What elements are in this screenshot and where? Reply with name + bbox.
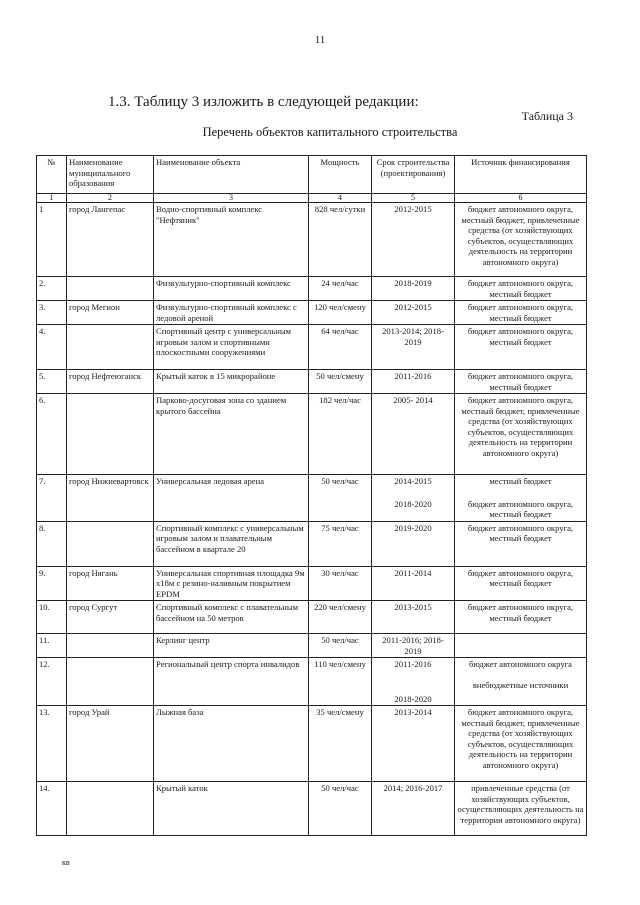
row-capacity: 75 чел/час [309, 521, 372, 566]
row-term [372, 475, 455, 522]
row-object: Физкультурно-спортивный комплекс [154, 277, 309, 301]
row-number: 5. [37, 370, 67, 394]
table-header-row [37, 156, 587, 194]
table-row [37, 370, 587, 394]
row-term: 2013-2014 [372, 706, 455, 782]
row-term: 2013-2015 [372, 601, 455, 634]
row-source: бюджет автономного округа, местный бюджет [455, 325, 587, 370]
row-municipality: город Нягань [67, 566, 154, 601]
row-number: 1 [37, 203, 67, 277]
row-source: бюджет автономного округа, местный бюджет, привлеченные средства (от хозяйствующих субъектов, осуществляющих деятельность на территории автономного округа) [455, 706, 587, 782]
table-row [37, 203, 587, 277]
row-object: Физкультурно-спортивный комплекс с ледовой ареной [154, 301, 309, 325]
table-row [37, 566, 587, 601]
row-term-second: 2018-2020 [394, 693, 432, 704]
row-term: 2012-2015 [372, 203, 455, 277]
row-number: 11. [37, 634, 67, 658]
row-source-second: внебюджетные источники [472, 679, 569, 690]
row-source: бюджет автономного округа, местный бюджет [455, 601, 587, 634]
row-source: бюджет автономного округа, местный бюджет [455, 370, 587, 394]
table-row [37, 521, 587, 566]
table-row [37, 475, 587, 522]
row-object: Лыжная база [154, 706, 309, 782]
table-row [37, 782, 587, 836]
row-number: 3. [37, 301, 67, 325]
row-source: привлеченные средства (от хозяйствующих субъектов, осуществляющих деятельность на территории автономного округа) [455, 782, 587, 836]
row-object: Водно-спортивный комплекс "Нефтяник" [154, 203, 309, 277]
table-row [37, 301, 587, 325]
table-label: Таблица 3 [521, 109, 573, 123]
row-object: Универсальная ледовая арена [154, 475, 309, 522]
row-number: 4. [37, 325, 67, 370]
row-term: 2018-2019 [372, 277, 455, 301]
row-object: Крытый каток [154, 782, 309, 836]
col-number: 2 [67, 194, 154, 203]
table-title: Перечень объектов капитального строительства [202, 125, 458, 139]
row-object: Спортивный комплекс с универсальным игровым залом и плавательным бассейном в квартале 20 [154, 521, 309, 566]
header-capacity: Мощность [309, 156, 372, 194]
row-term: 2019-2020 [372, 521, 455, 566]
col-number: 1 [37, 194, 67, 203]
row-capacity: 30 чел/час [309, 566, 372, 601]
header-municipality: Наименование муниципального образования [67, 156, 154, 194]
row-municipality [67, 658, 154, 706]
row-number: 10. [37, 601, 67, 634]
row-municipality: город Лангепас [67, 203, 154, 277]
row-capacity: 50 чел/час [309, 782, 372, 836]
section-heading: 1.3. Таблицу 3 изложить в следующей редакции: [108, 94, 419, 110]
table-row [37, 601, 587, 634]
row-source: бюджет автономного округа, местный бюджет [455, 277, 587, 301]
row-source-first: бюджет автономного округа [469, 659, 572, 669]
row-term: 2014; 2016-2017 [372, 782, 455, 836]
row-number: 12. [37, 658, 67, 706]
row-term: 2005- 2014 [372, 394, 455, 475]
row-source-second: бюджет автономного округа, местный бюджет [467, 498, 574, 519]
row-municipality: город Урай [67, 706, 154, 782]
row-source: бюджет автономного округа, местный бюджет, привлеченные средства (от хозяйствующих субъектов, осуществляющих деятельность на территории автономного округа) [455, 394, 587, 475]
row-source [455, 658, 587, 706]
row-source: бюджет автономного округа, местный бюджет [455, 566, 587, 601]
header-source: Источник финансирования [455, 156, 587, 194]
table-row [37, 277, 587, 301]
row-object: Спортивный комплекс с плавательным бассейном на 50 метров [154, 601, 309, 634]
footer-mark: кв [62, 858, 70, 867]
row-term: 2011-2016 [372, 370, 455, 394]
row-object: Региональный центр спорта инвалидов [154, 658, 309, 706]
row-capacity: 828 чел/сутки [309, 203, 372, 277]
row-capacity: 64 чел/час [309, 325, 372, 370]
row-municipality [67, 782, 154, 836]
row-municipality [67, 325, 154, 370]
row-source: бюджет автономного округа, местный бюджет [455, 301, 587, 325]
row-term-first: 2014-2015 [394, 476, 432, 486]
row-number: 6. [37, 394, 67, 475]
row-number: 2. [37, 277, 67, 301]
row-source [455, 634, 587, 658]
row-number: 13. [37, 706, 67, 782]
row-municipality: город Нефтеюганск [67, 370, 154, 394]
col-number: 3 [154, 194, 309, 203]
row-object: Универсальная спортивная площадка 9м х18м с резино-наливным покрытием EPDM [154, 566, 309, 601]
row-capacity: 110 чел/смену [309, 658, 372, 706]
header-term: Срок строительства (проектирования) [372, 156, 455, 194]
col-number: 5 [372, 194, 455, 203]
row-source: бюджет автономного округа, местный бюджет [455, 521, 587, 566]
row-capacity: 182 чел/час [309, 394, 372, 475]
row-municipality: город Нижневартовск [67, 475, 154, 522]
col-number: 4 [309, 194, 372, 203]
row-capacity: 120 чел/смену [309, 301, 372, 325]
row-number: 9. [37, 566, 67, 601]
row-number: 14. [37, 782, 67, 836]
row-term-second: 2018-2020 [394, 498, 432, 509]
row-term: 2011-2016; 2018-2019 [372, 634, 455, 658]
row-municipality [67, 277, 154, 301]
row-object: Спортивный центр с универсальным игровым залом и спортивными плоскостными сооружениями [154, 325, 309, 370]
row-object: Парково-досуговая зона со зданием крытого бассейна [154, 394, 309, 475]
row-capacity: 35 чел/смену [309, 706, 372, 782]
row-municipality [67, 394, 154, 475]
row-term-first: 2011-2016 [394, 659, 432, 669]
page-number: 11 [314, 34, 326, 46]
row-source [455, 475, 587, 522]
row-source-first: местный бюджет [489, 476, 552, 486]
col-number: 6 [455, 194, 587, 203]
table-row [37, 706, 587, 782]
column-numbers-row [37, 194, 587, 203]
row-term: 2013-2014; 2018-2019 [372, 325, 455, 370]
row-term: 2012-2015 [372, 301, 455, 325]
row-number: 8. [37, 521, 67, 566]
row-source: бюджет автономного округа, местный бюджет, привлеченные средства (от хозяйствующих субъектов, осуществляющих деятельность на территории автономного округа) [455, 203, 587, 277]
row-object: Крытый каток в 15 микрорайоне [154, 370, 309, 394]
row-capacity: 50 чел/час [309, 634, 372, 658]
row-capacity: 50 чел/час [309, 475, 372, 522]
row-term [372, 658, 455, 706]
row-term: 2011-2014 [372, 566, 455, 601]
row-object: Керлинг центр [154, 634, 309, 658]
table-row [37, 634, 587, 658]
row-capacity: 220 чел/смену [309, 601, 372, 634]
row-number: 7. [37, 475, 67, 522]
row-capacity: 50 чел/смену [309, 370, 372, 394]
header-object: Наименование объекта [154, 156, 309, 194]
row-municipality: город Сургут [67, 601, 154, 634]
table-row [37, 325, 587, 370]
table-row [37, 658, 587, 706]
row-municipality [67, 634, 154, 658]
row-capacity: 24 чел/час [309, 277, 372, 301]
row-municipality: город Мегион [67, 301, 154, 325]
capital-construction-table [36, 155, 587, 836]
header-num: № [37, 156, 67, 194]
table-row [37, 394, 587, 475]
row-municipality [67, 521, 154, 566]
